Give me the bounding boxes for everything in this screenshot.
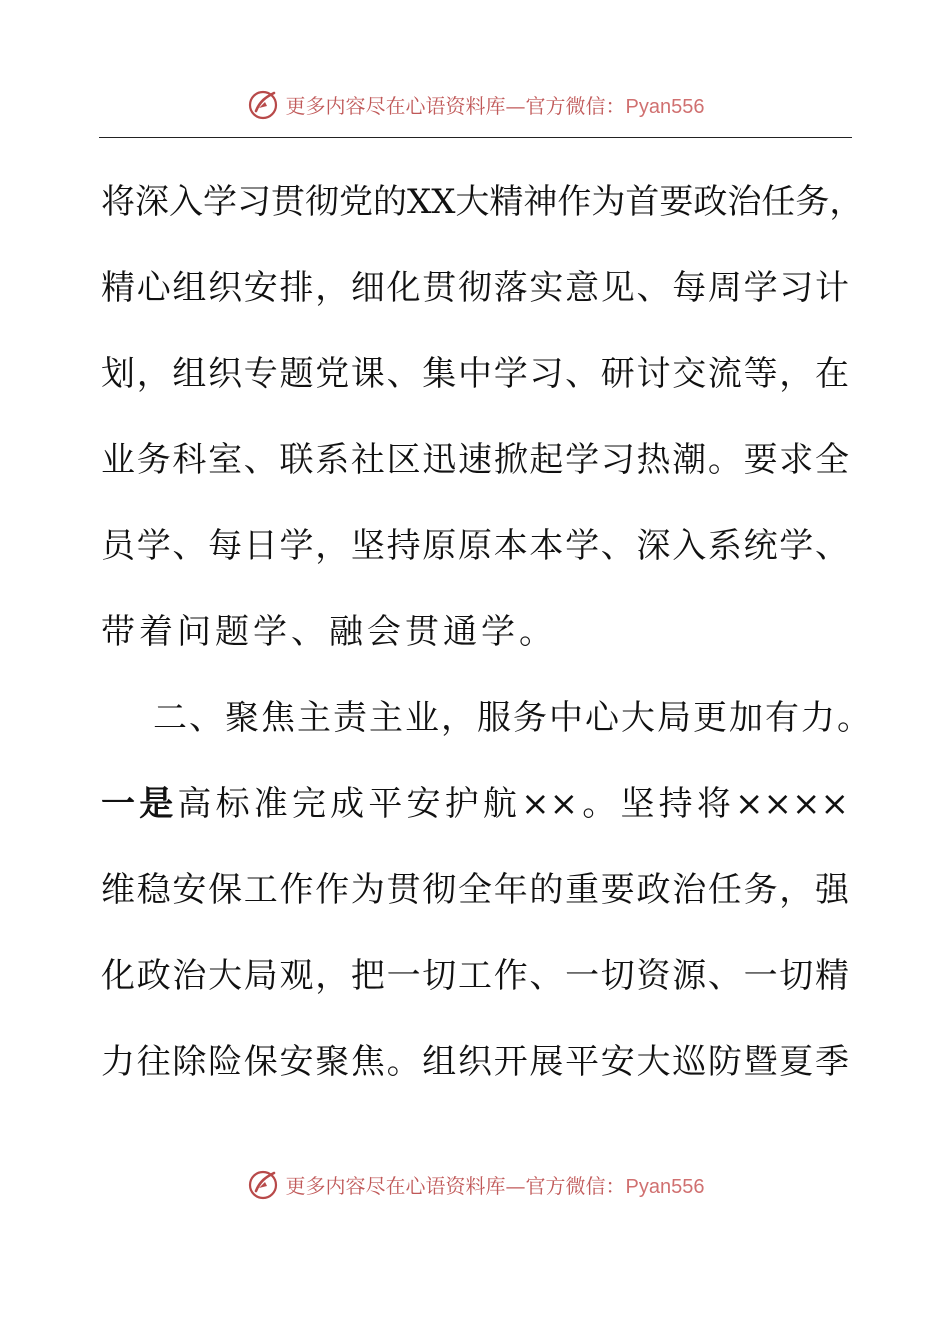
footer-brand: 更多内容尽在心语资料库 [285,1173,506,1198]
text-line-with-lead [101,764,849,850]
brand-logo-icon [246,87,280,121]
text-line: 划，组织专题党课、集中学习、研讨交流等，在 [101,354,849,394]
section-heading: 二、聚焦主责主业，服务中心大局更加有力。 [153,698,871,738]
lead-bold-text: 一是 [101,784,178,824]
header-brand-text [286,90,705,119]
lead-line-rest: 高标准完成平安护航××。坚持将×××× [177,784,849,824]
header-wechat-handle: Pyan556 [625,95,705,118]
text-line: 将深入学习贯彻党的XX大精神作为首要政治任务， [101,182,864,222]
header-dash: — [505,93,526,118]
text-line: 员学、每日学，坚持原原本本学、深入系统学、 [101,526,849,566]
text-line: 精心组织安排，细化贯彻落实意见、每周学习计 [101,268,849,308]
footer-brand-text [286,1170,705,1199]
footer-wechat-label: 官方微信： [525,1173,626,1198]
header-divider [99,137,852,138]
page-footer [0,1164,950,1204]
text-line: 带着问题学、融会贯通学。 [101,612,557,652]
header-brand: 更多内容尽在心语资料库 [285,93,506,118]
page-header [0,84,950,124]
text-line: 业务科室、联系社区迅速掀起学习热潮。要求全 [101,440,849,480]
footer-wechat-handle: Pyan556 [625,1175,705,1198]
text-line: 化政治大局观，把一切工作、一切资源、一切精 [101,956,849,996]
document-body [101,162,871,1108]
text-line: 力往除险保安聚焦。组织开展平安大巡防暨夏季 [101,1042,849,1082]
text-line: 维稳安保工作作为贯彻全年的重要政治任务，强 [101,870,849,910]
brand-logo-icon [246,1167,280,1201]
footer-dash: — [505,1173,526,1198]
header-wechat-label: 官方微信： [525,93,626,118]
